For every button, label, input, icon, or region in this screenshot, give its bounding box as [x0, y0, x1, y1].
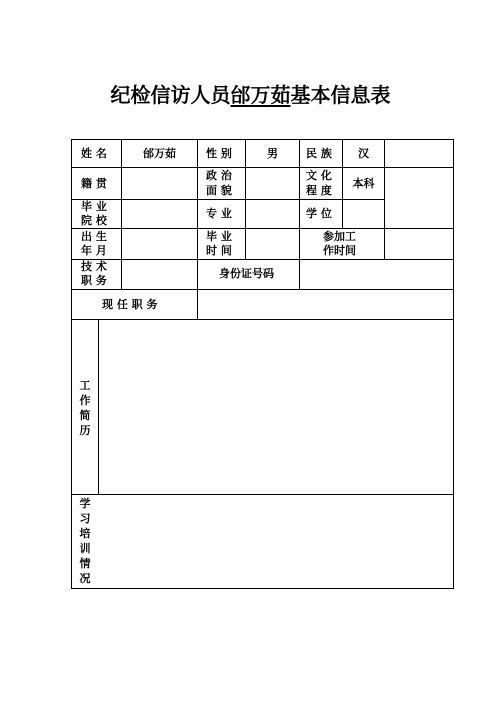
school-label-1: 毕 业 — [81, 200, 107, 213]
table-row-line — [71, 494, 454, 495]
table-col-line — [98, 319, 99, 495]
political-label-1: 政 治 — [206, 169, 232, 182]
school-label-2: 院 校 — [81, 214, 107, 227]
major-label: 专 业 — [206, 207, 232, 220]
grad-time-label-2: 时 间 — [206, 244, 232, 257]
degree-label: 学 位 — [306, 207, 332, 220]
table-border-right — [453, 139, 454, 589]
training-label: 学习培训情况 — [79, 497, 91, 585]
gender-label: 性 别 — [206, 147, 232, 160]
table-col-line — [197, 139, 198, 320]
tech-title-label-2: 职 务 — [81, 274, 107, 287]
table-border-top — [71, 139, 454, 140]
birth-label-2: 年 月 — [81, 244, 107, 257]
native-place-label: 籍 贯 — [81, 177, 107, 190]
ethnicity-value: 汉 — [358, 147, 369, 160]
title-prefix: 纪检信访人员 — [110, 83, 231, 107]
work-history-label: 工作简历 — [79, 379, 91, 437]
table-row-line — [71, 167, 454, 168]
table-row-line — [71, 228, 454, 229]
document-title — [0, 79, 501, 108]
gender-value: 男 — [267, 147, 278, 160]
education-value: 本科 — [352, 177, 375, 190]
table-row-line — [71, 289, 454, 290]
political-label-2: 面 貌 — [206, 184, 232, 197]
table-col-line — [299, 139, 300, 290]
id-number-label: 身份证号码 — [219, 267, 274, 280]
name-value: 邰万茹 — [143, 147, 176, 160]
table-border-bottom — [71, 588, 454, 589]
current-position-label: 现 任 职 务 — [102, 298, 158, 311]
table-col-line — [384, 139, 385, 260]
table-border-left — [71, 139, 72, 589]
ethnicity-label: 民 族 — [306, 147, 332, 160]
name-label: 姓 名 — [81, 147, 107, 160]
table-row-line — [71, 259, 454, 260]
work-start-label-2: 作时间 — [323, 244, 356, 257]
tech-title-label-1: 技 术 — [81, 260, 107, 273]
education-label-1: 文 化 — [306, 169, 332, 182]
table-col-line — [121, 139, 122, 290]
work-start-label-1: 参加工 — [323, 230, 356, 243]
birth-label-1: 出 生 — [81, 230, 107, 243]
title-name: 邰万茹 — [230, 83, 291, 107]
table-row-line — [71, 319, 454, 320]
grad-time-label-1: 毕 业 — [206, 230, 232, 243]
education-label-2: 程 度 — [306, 184, 332, 197]
table-row-line — [71, 199, 384, 200]
title-suffix: 基本信息表 — [290, 83, 391, 107]
